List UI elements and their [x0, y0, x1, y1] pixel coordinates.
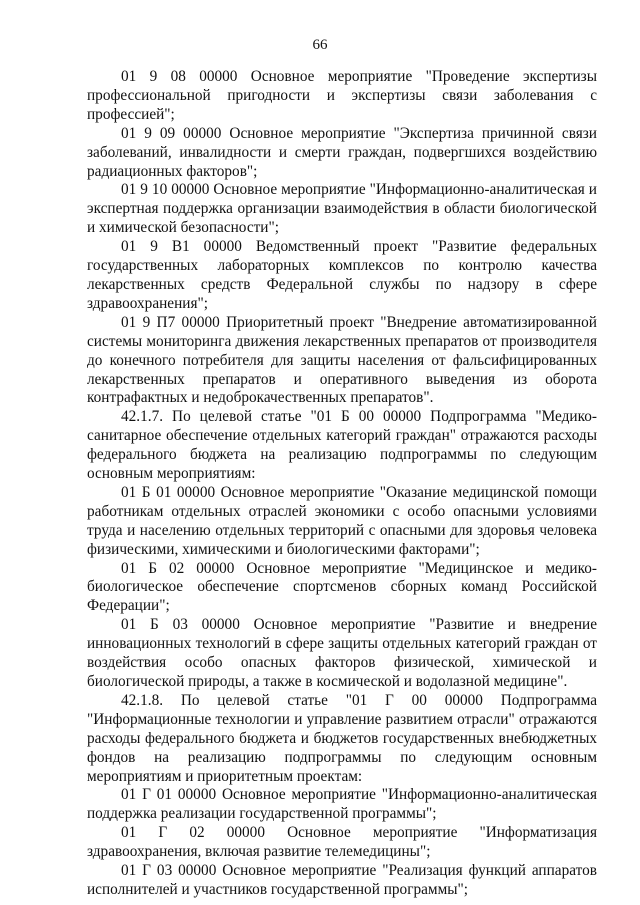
paragraph-01-9-10: 01 9 10 00000 Основное мероприятие "Информационно-аналитическая и экспертная поддержка организации взаимодействия в области биологической и химической безопасности"; — [87, 181, 597, 237]
document-body — [87, 68, 597, 900]
paragraph-01-b-03: 01 Б 03 00000 Основное мероприятие "Развитие и внедрение инновационных технологий в сфере защиты отдельных категорий граждан от воздействия особо опасных факторов физической, химической и биологической природы, а также в космической и водолазной медицине". — [87, 616, 597, 690]
paragraph-01-b-02: 01 Б 02 00000 Основное мероприятие "Медицинское и медико-биологическое обеспечение спортсменов сборных команд Российской Федерации"; — [87, 559, 597, 615]
paragraph-42-1-8: 42.1.8. По целевой статье "01 Г 00 00000 Подпрограмма "Информационные технологии и управление развитием отрасли" отражаются расходы федерального бюджета и бюджетов государственных внебюджетных фондов на реализацию подпрограммы по следующим основным мероприятиям и приоритетным проектам: — [87, 691, 597, 785]
paragraph-42-1-7: 42.1.7. По целевой статье "01 Б 00 00000 Подпрограмма "Медико-санитарное обеспечение отдельных категорий граждан" отражаются расходы федерального бюджета на реализацию подпрограммы по следующим основным мероприятиям: — [87, 408, 597, 483]
paragraph-01-9-p7: 01 9 П7 00000 Приоритетный проект "Внедрение автоматизированной системы мониторинга движения лекарственных препаратов от производителя до конечного потребителя для защиты населения от фальсифицированных лекарственных препаратов и оперативного выведения из оборота контрафактных и недоброкачественных препаратов". — [87, 313, 597, 407]
paragraph-01-g-03: 01 Г 03 00000 Основное мероприятие "Реализация функций аппаратов исполнителей и участников государственной программы"; — [87, 862, 597, 898]
paragraph-01-9-09: 01 9 09 00000 Основное мероприятие "Экспертиза причинной связи заболеваний, инвалидности и смерти граждан, подвергшихся воздействию радиационных факторов"; — [87, 124, 597, 180]
paragraph-01-b-01: 01 Б 01 00000 Основное мероприятие "Оказание медицинской помощи работникам отдельных отраслей экономики с особо опасными условиями труда и населению отдельных территорий с опасными для здоровья человека физическими, химическими и биологическими факторами"; — [87, 483, 597, 558]
paragraph-01-9-08: 01 9 08 00000 Основное мероприятие "Проведение экспертизы профессиональной пригодности и экспертизы связи заболевания с профессией"; — [87, 68, 597, 123]
paragraph-01-g-01: 01 Г 01 00000 Основное мероприятие "Информационно-аналитическая поддержка реализации государственной программы"; — [87, 786, 597, 823]
paragraph-01-9-v1: 01 9 В1 00000 Ведомственный проект "Развитие федеральных государственных лабораторных комплексов по контролю качества лекарственных средств Федеральной службы по надзору в сфере здравоохранения"; — [87, 238, 597, 312]
paragraph-01-g-02: 01 Г 02 00000 Основное мероприятие "Информатизация здравоохранения, включая развитие телемедицины"; — [87, 824, 597, 861]
page-number: 66 — [312, 37, 328, 53]
